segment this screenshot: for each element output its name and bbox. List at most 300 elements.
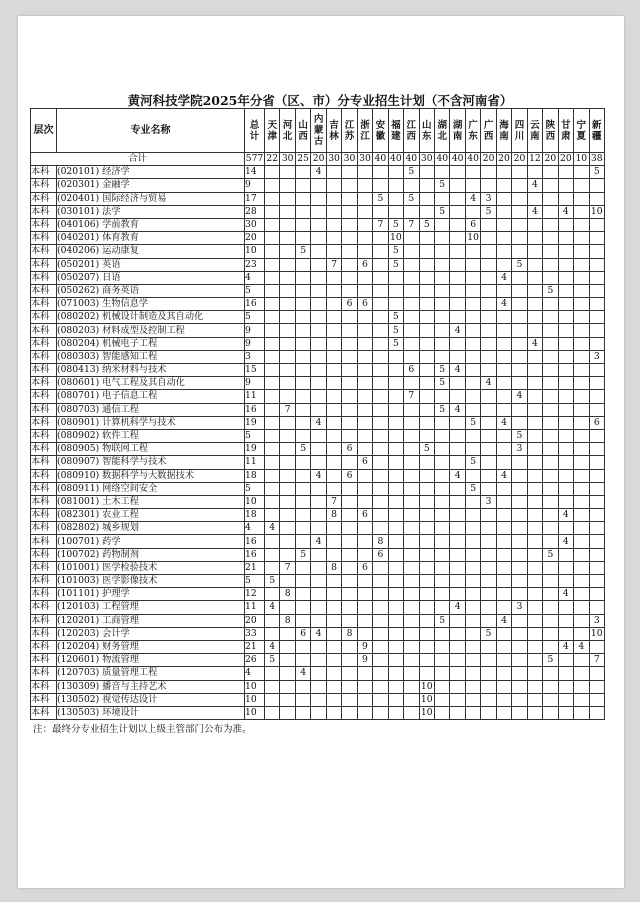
province-cell: 5 <box>543 284 558 297</box>
province-cell <box>342 232 357 245</box>
province-cell: 5 <box>295 245 310 258</box>
header-province: 海南 <box>496 109 511 153</box>
province-cell <box>404 179 419 192</box>
table-row <box>31 324 605 337</box>
province-cell: 4 <box>450 601 465 614</box>
province-cell <box>419 654 434 667</box>
province-cell <box>280 324 295 337</box>
province-cell <box>481 258 496 271</box>
province-cell <box>450 232 465 245</box>
province-cell <box>589 469 604 482</box>
province-cell <box>481 271 496 284</box>
province-cell <box>512 364 527 377</box>
province-cell <box>404 416 419 429</box>
level-cell: 本科 <box>31 390 57 403</box>
total-cell: 11 <box>245 456 265 469</box>
province-cell: 7 <box>589 654 604 667</box>
province-cell <box>326 403 341 416</box>
province-cell <box>357 232 372 245</box>
province-cell <box>434 271 449 284</box>
level-cell: 本科 <box>31 693 57 706</box>
province-cell <box>543 575 558 588</box>
province-cell <box>419 416 434 429</box>
province-cell <box>574 627 589 640</box>
province-cell <box>357 429 372 442</box>
province-cell <box>342 284 357 297</box>
province-cell <box>512 680 527 693</box>
province-cell: 3 <box>512 601 527 614</box>
province-cell: 4 <box>295 667 310 680</box>
province-cell <box>512 179 527 192</box>
province-cell <box>295 192 310 205</box>
province-cell <box>357 469 372 482</box>
province-cell <box>450 218 465 231</box>
province-cell <box>527 390 542 403</box>
province-cell <box>527 232 542 245</box>
totals-total-cell: 577 <box>245 153 264 165</box>
province-cell <box>326 706 341 719</box>
province-cell <box>558 469 573 482</box>
province-cell <box>512 298 527 311</box>
province-cell <box>527 495 542 508</box>
province-cell <box>373 627 388 640</box>
province-cell <box>543 469 558 482</box>
total-cell: 16 <box>245 403 265 416</box>
province-cell <box>496 205 511 218</box>
total-cell: 10 <box>245 495 265 508</box>
province-cell <box>574 324 589 337</box>
province-cell <box>373 166 388 179</box>
province-cell <box>589 482 604 495</box>
province-cell <box>465 601 480 614</box>
province-cell <box>373 575 388 588</box>
province-cell <box>295 535 310 548</box>
province-cell: 7 <box>373 218 388 231</box>
province-cell <box>481 456 496 469</box>
total-cell: 5 <box>245 311 265 324</box>
province-cell <box>373 337 388 350</box>
province-cell <box>326 192 341 205</box>
province-cell <box>295 509 310 522</box>
province-cell <box>543 205 558 218</box>
province-cell <box>388 403 403 416</box>
province-cell <box>311 575 326 588</box>
province-cell <box>342 561 357 574</box>
province-cell <box>496 482 511 495</box>
province-cell <box>342 575 357 588</box>
province-cell <box>450 284 465 297</box>
province-cell <box>265 258 280 271</box>
province-cell <box>527 284 542 297</box>
province-cell <box>388 640 403 653</box>
province-cell <box>465 284 480 297</box>
province-cell: 4 <box>265 522 280 535</box>
province-cell <box>465 324 480 337</box>
province-cell <box>450 258 465 271</box>
province-cell <box>404 324 419 337</box>
province-cell <box>527 654 542 667</box>
province-cell <box>265 469 280 482</box>
total-cell: 15 <box>245 364 265 377</box>
province-cell: 5 <box>543 654 558 667</box>
province-cell <box>496 245 511 258</box>
totals-province-cell: 30 <box>281 153 294 165</box>
province-cell <box>574 205 589 218</box>
province-cell <box>326 614 341 627</box>
province-cell <box>434 654 449 667</box>
province-cell <box>357 601 372 614</box>
province-cell <box>465 469 480 482</box>
province-cell <box>558 403 573 416</box>
province-cell <box>373 403 388 416</box>
province-cell <box>543 364 558 377</box>
province-cell: 5 <box>388 324 403 337</box>
province-cell <box>589 324 604 337</box>
province-cell <box>419 627 434 640</box>
province-cell <box>527 218 542 231</box>
province-cell <box>419 258 434 271</box>
province-cell: 5 <box>419 218 434 231</box>
province-cell <box>543 232 558 245</box>
province-cell <box>527 509 542 522</box>
province-cell <box>326 179 341 192</box>
province-cell <box>574 403 589 416</box>
table-row <box>31 258 605 271</box>
province-cell <box>311 561 326 574</box>
province-cell <box>574 284 589 297</box>
province-cell <box>481 245 496 258</box>
province-cell <box>450 588 465 601</box>
province-cell: 5 <box>388 311 403 324</box>
province-cell: 5 <box>388 258 403 271</box>
total-cell: 16 <box>245 298 265 311</box>
province-cell <box>496 232 511 245</box>
province-cell <box>527 271 542 284</box>
province-cell <box>295 205 310 218</box>
province-cell: 6 <box>589 416 604 429</box>
province-cell: 4 <box>558 535 573 548</box>
province-cell <box>512 337 527 350</box>
province-cell <box>558 548 573 561</box>
level-cell: 本科 <box>31 640 57 653</box>
table-row <box>31 588 605 601</box>
province-cell <box>388 192 403 205</box>
province-cell <box>496 601 511 614</box>
province-cell <box>589 575 604 588</box>
province-cell <box>419 588 434 601</box>
province-cell <box>357 575 372 588</box>
province-cell <box>326 654 341 667</box>
province-cell <box>311 588 326 601</box>
province-cell <box>373 654 388 667</box>
province-cell <box>419 284 434 297</box>
province-cell <box>357 403 372 416</box>
province-cell <box>295 561 310 574</box>
province-cell <box>404 443 419 456</box>
province-cell: 4 <box>574 640 589 653</box>
province-cell <box>342 258 357 271</box>
level-cell: 本科 <box>31 218 57 231</box>
province-cell <box>265 324 280 337</box>
totals-province-cell: 38 <box>590 153 603 165</box>
province-cell <box>419 179 434 192</box>
province-cell: 5 <box>465 456 480 469</box>
major-cell: (080703) 通信工程 <box>57 403 245 416</box>
province-cell <box>589 403 604 416</box>
total-cell: 5 <box>245 482 265 495</box>
province-cell <box>280 179 295 192</box>
province-cell <box>326 324 341 337</box>
province-cell: 4 <box>558 640 573 653</box>
province-cell <box>481 324 496 337</box>
province-cell <box>326 271 341 284</box>
province-cell: 8 <box>373 535 388 548</box>
province-cell <box>419 364 434 377</box>
province-cell <box>589 706 604 719</box>
province-cell <box>434 337 449 350</box>
province-cell <box>558 495 573 508</box>
province-cell <box>342 548 357 561</box>
province-cell <box>280 482 295 495</box>
province-cell <box>388 390 403 403</box>
province-cell <box>543 482 558 495</box>
province-cell <box>574 377 589 390</box>
province-cell <box>311 456 326 469</box>
major-cell: (120204) 财务管理 <box>57 640 245 653</box>
level-cell: 本科 <box>31 509 57 522</box>
province-cell <box>481 561 496 574</box>
province-cell <box>465 298 480 311</box>
province-cell: 5 <box>434 377 449 390</box>
province-cell <box>419 377 434 390</box>
province-cell <box>357 416 372 429</box>
province-cell <box>265 416 280 429</box>
province-cell <box>512 456 527 469</box>
province-cell: 6 <box>357 509 372 522</box>
header-province: 陕西 <box>543 109 558 153</box>
province-cell <box>434 561 449 574</box>
province-cell <box>373 258 388 271</box>
province-cell <box>326 535 341 548</box>
province-cell: 4 <box>265 640 280 653</box>
totals-province-cell: 10 <box>575 153 588 165</box>
level-cell: 本科 <box>31 706 57 719</box>
province-cell <box>388 535 403 548</box>
province-cell <box>311 509 326 522</box>
province-cell <box>342 706 357 719</box>
province-cell <box>373 680 388 693</box>
major-cell: (080303) 智能感知工程 <box>57 350 245 363</box>
province-cell <box>311 403 326 416</box>
province-cell <box>295 601 310 614</box>
province-cell: 8 <box>326 509 341 522</box>
document-title: 黄河科技学院2025年分省（区、市）分专业招生计划（不含河南省） <box>127 93 513 108</box>
province-cell <box>342 205 357 218</box>
province-cell <box>342 482 357 495</box>
province-cell <box>342 601 357 614</box>
province-cell <box>388 654 403 667</box>
province-cell <box>496 561 511 574</box>
table-row <box>31 640 605 653</box>
province-cell <box>512 350 527 363</box>
province-cell: 5 <box>434 205 449 218</box>
province-cell <box>574 456 589 469</box>
province-cell <box>280 680 295 693</box>
province-cell <box>450 429 465 442</box>
province-cell <box>450 575 465 588</box>
province-cell <box>434 509 449 522</box>
major-cell: (120703) 质量管理工程 <box>57 667 245 680</box>
province-cell <box>496 429 511 442</box>
province-cell <box>574 680 589 693</box>
province-cell <box>543 561 558 574</box>
province-cell: 5 <box>481 627 496 640</box>
totals-province-cell: 20 <box>498 153 510 165</box>
header-province: 安徽 <box>373 109 388 153</box>
province-cell <box>357 548 372 561</box>
province-cell <box>589 561 604 574</box>
province-cell <box>326 640 341 653</box>
province-cell <box>388 575 403 588</box>
province-cell <box>574 232 589 245</box>
province-cell <box>465 377 480 390</box>
province-cell <box>311 693 326 706</box>
province-cell <box>280 509 295 522</box>
province-cell <box>574 548 589 561</box>
province-cell <box>326 337 341 350</box>
province-cell <box>280 298 295 311</box>
province-cell <box>558 166 573 179</box>
province-cell: 8 <box>280 614 295 627</box>
province-cell <box>311 337 326 350</box>
province-cell <box>265 693 280 706</box>
province-cell <box>496 337 511 350</box>
province-cell <box>434 693 449 706</box>
totals-row <box>31 153 605 166</box>
province-cell <box>512 667 527 680</box>
province-cell <box>496 218 511 231</box>
province-cell <box>434 350 449 363</box>
province-cell <box>342 390 357 403</box>
totals-province-cell: 30 <box>359 153 371 165</box>
province-cell <box>481 390 496 403</box>
province-cell: 4 <box>512 390 527 403</box>
province-cell <box>481 429 496 442</box>
province-cell <box>450 522 465 535</box>
province-cell: 5 <box>589 166 604 179</box>
major-cell: (130502) 视觉传达设计 <box>57 693 245 706</box>
province-cell <box>280 548 295 561</box>
province-cell <box>342 245 357 258</box>
province-cell <box>280 245 295 258</box>
province-cell: 4 <box>527 337 542 350</box>
province-cell <box>496 324 511 337</box>
province-cell <box>419 522 434 535</box>
province-cell <box>574 693 589 706</box>
total-cell: 16 <box>245 535 265 548</box>
total-cell: 20 <box>245 232 265 245</box>
province-cell <box>357 535 372 548</box>
province-cell <box>342 588 357 601</box>
province-cell <box>589 456 604 469</box>
province-cell <box>326 469 341 482</box>
province-cell: 5 <box>419 443 434 456</box>
province-cell <box>280 390 295 403</box>
totals-province-cell: 40 <box>436 153 449 165</box>
header-province: 甘肃 <box>558 109 573 153</box>
province-cell <box>280 495 295 508</box>
province-cell <box>574 469 589 482</box>
major-cell: (030101) 法学 <box>57 205 245 218</box>
province-cell <box>404 667 419 680</box>
province-cell <box>465 693 480 706</box>
province-cell <box>496 575 511 588</box>
province-cell <box>574 429 589 442</box>
province-cell <box>388 456 403 469</box>
province-cell <box>574 535 589 548</box>
province-cell <box>434 416 449 429</box>
totals-label: 合计 <box>31 153 245 166</box>
total-cell: 11 <box>245 390 265 403</box>
province-cell <box>342 350 357 363</box>
province-cell <box>295 179 310 192</box>
province-cell <box>465 495 480 508</box>
province-cell <box>481 588 496 601</box>
province-cell <box>465 350 480 363</box>
province-cell <box>357 390 372 403</box>
table-row <box>31 337 605 350</box>
province-cell: 6 <box>373 548 388 561</box>
province-cell <box>404 337 419 350</box>
province-cell <box>512 693 527 706</box>
province-cell <box>512 522 527 535</box>
province-cell <box>496 166 511 179</box>
province-cell <box>512 588 527 601</box>
table-row <box>31 192 605 205</box>
province-cell <box>404 654 419 667</box>
province-cell <box>527 535 542 548</box>
province-cell <box>543 443 558 456</box>
province-cell <box>527 706 542 719</box>
major-cell: (080203) 材料成型及控制工程 <box>57 324 245 337</box>
province-cell <box>527 350 542 363</box>
province-cell <box>496 456 511 469</box>
province-cell <box>481 218 496 231</box>
province-cell <box>558 390 573 403</box>
province-cell <box>342 192 357 205</box>
province-cell: 6 <box>342 469 357 482</box>
province-cell <box>280 693 295 706</box>
province-cell <box>419 350 434 363</box>
province-cell <box>419 245 434 258</box>
province-cell <box>357 324 372 337</box>
province-cell <box>574 390 589 403</box>
province-cell <box>326 456 341 469</box>
province-cell <box>434 284 449 297</box>
province-cell <box>280 627 295 640</box>
totals-province-cell: 40 <box>405 153 418 165</box>
province-cell <box>481 443 496 456</box>
major-cell: (082802) 城乡规划 <box>57 522 245 535</box>
province-cell <box>295 271 310 284</box>
province-cell <box>481 350 496 363</box>
province-cell <box>465 509 480 522</box>
province-cell: 7 <box>280 403 295 416</box>
province-cell <box>450 390 465 403</box>
province-cell <box>481 522 496 535</box>
province-cell <box>326 364 341 377</box>
province-cell: 4 <box>558 509 573 522</box>
